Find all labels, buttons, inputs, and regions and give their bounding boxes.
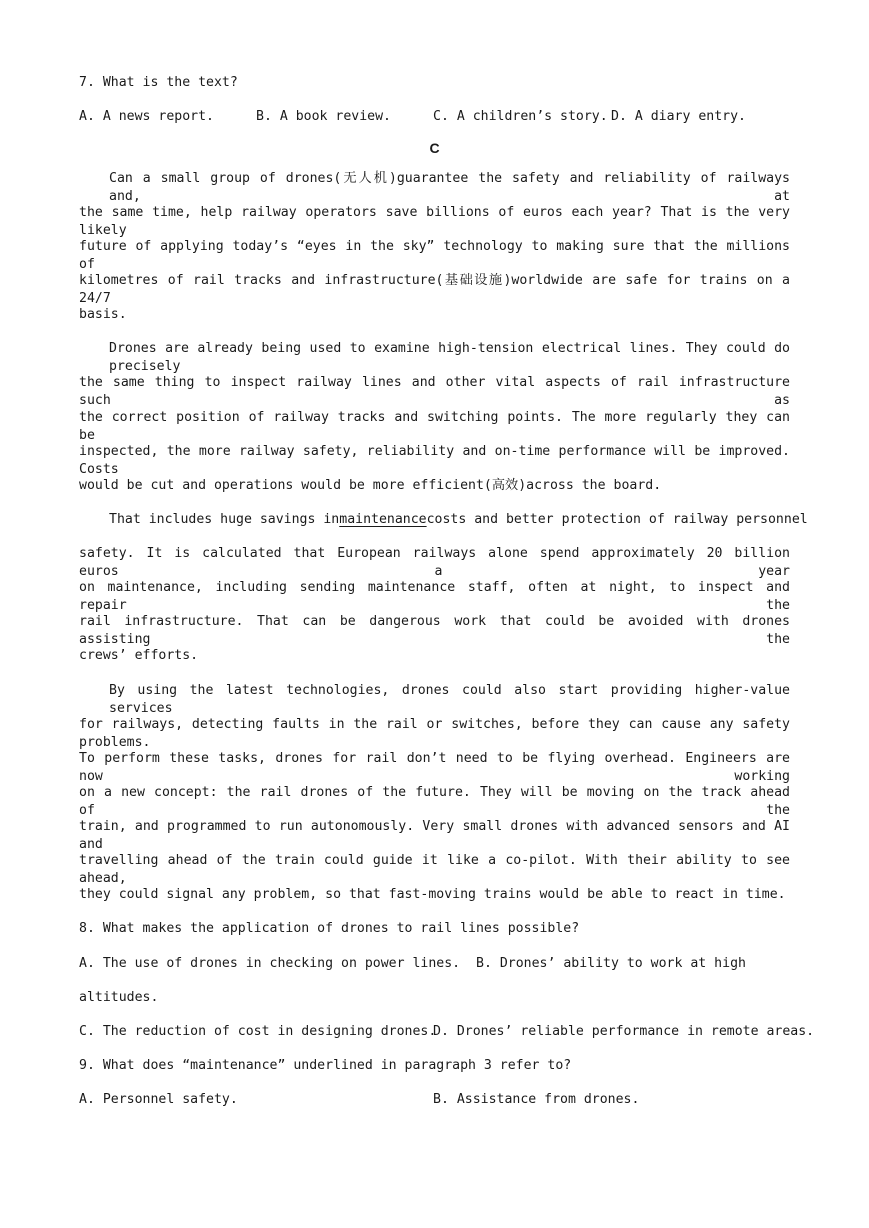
passage-line: To perform these tasks, drones for rail don’t need to be flying overhead. Engineers are now working bbox=[79, 751, 790, 784]
passage-line: Drones are already being used to examine high-tension electrical lines. They could do precisely bbox=[109, 341, 790, 374]
q9-option-a[interactable]: A. Personnel safety. bbox=[79, 1092, 238, 1107]
question-9-stem: 9. What does “maintenance” underlined in paragraph 3 refer to? bbox=[79, 1058, 572, 1073]
q8-option-a[interactable]: A. The use of drones in checking on power lines. bbox=[79, 956, 461, 971]
q8-option-b[interactable]: B. Drones’ ability to work at high bbox=[476, 956, 746, 971]
passage-line: safety. It is calculated that European railways alone spend approximately 20 billion euros a year bbox=[79, 546, 790, 579]
section-heading: C bbox=[429, 140, 440, 156]
passage-line: travelling ahead of the train could guide it like a co-pilot. With their ability to see ahead, bbox=[79, 853, 790, 886]
underlined-word-maintenance: maintenance bbox=[339, 512, 427, 527]
q7-option-d[interactable]: D. A diary entry. bbox=[611, 109, 746, 124]
passage-line: rail infrastructure. That can be dangerous work that could be avoided with drones assisting the bbox=[79, 614, 790, 647]
question-8-stem: 8. What makes the application of drones to rail lines possible? bbox=[79, 921, 580, 936]
passage-line: for railways, detecting faults in the rail or switches, before they can cause any safety problems. bbox=[79, 717, 790, 750]
passage-line: future of applying today’s “eyes in the sky” technology to making sure that the millions of bbox=[79, 239, 790, 272]
passage-line: crews’ efforts. bbox=[79, 648, 199, 663]
passage-line: kilometres of rail tracks and infrastructure(基础设施)worldwide are safe for trains on a 24/7 bbox=[79, 273, 790, 306]
question-7-stem: 7. What is the text? bbox=[79, 75, 238, 90]
passage-line: the same time, help railway operators save billions of euros each year? That is the very likely bbox=[79, 205, 790, 238]
q7-option-a[interactable]: A. A news report. bbox=[79, 109, 214, 124]
passage-line: the same thing to inspect railway lines and other vital aspects of rail infrastructure such as bbox=[79, 375, 790, 408]
q8-option-d[interactable]: D. Drones’ reliable performance in remote areas. bbox=[433, 1024, 815, 1039]
q7-option-c[interactable]: C. A children’s story. bbox=[433, 109, 608, 124]
passage-line-with-underline bbox=[109, 511, 808, 529]
q8-option-b-continued[interactable]: altitudes. bbox=[79, 990, 159, 1005]
q9-option-b[interactable]: B. Assistance from drones. bbox=[433, 1092, 640, 1107]
q8-option-c[interactable]: C. The reduction of cost in designing drones. bbox=[79, 1024, 437, 1039]
passage-line: on maintenance, including sending maintenance staff, often at night, to inspect and repair the bbox=[79, 580, 790, 613]
passage-line: they could signal any problem, so that fast-moving trains would be able to react in time. bbox=[79, 887, 786, 902]
passage-line: By using the latest technologies, drones could also start providing higher-value services bbox=[109, 683, 790, 716]
passage-line: inspected, the more railway safety, reliability and on-time performance will be improved. Costs bbox=[79, 444, 790, 477]
passage-text: That includes huge savings in bbox=[109, 512, 340, 527]
passage-line: would be cut and operations would be more efficient(高效)across the board. bbox=[79, 478, 662, 493]
passage-line: basis. bbox=[79, 307, 127, 322]
passage-line: the correct position of railway tracks and switching points. The more regularly they can be bbox=[79, 410, 790, 443]
q7-option-b[interactable]: B. A book review. bbox=[256, 109, 391, 124]
passage-line: Can a small group of drones(无人机)guarantee the safety and reliability of railways and, at bbox=[109, 171, 790, 204]
passage-text: costs and better protection of railway personnel bbox=[426, 512, 808, 527]
passage-line: train, and programmed to run autonomously. Very small drones with advanced sensors and AI and bbox=[79, 819, 790, 852]
passage-line: on a new concept: the rail drones of the future. They will be moving on the track ahead of the bbox=[79, 785, 790, 818]
